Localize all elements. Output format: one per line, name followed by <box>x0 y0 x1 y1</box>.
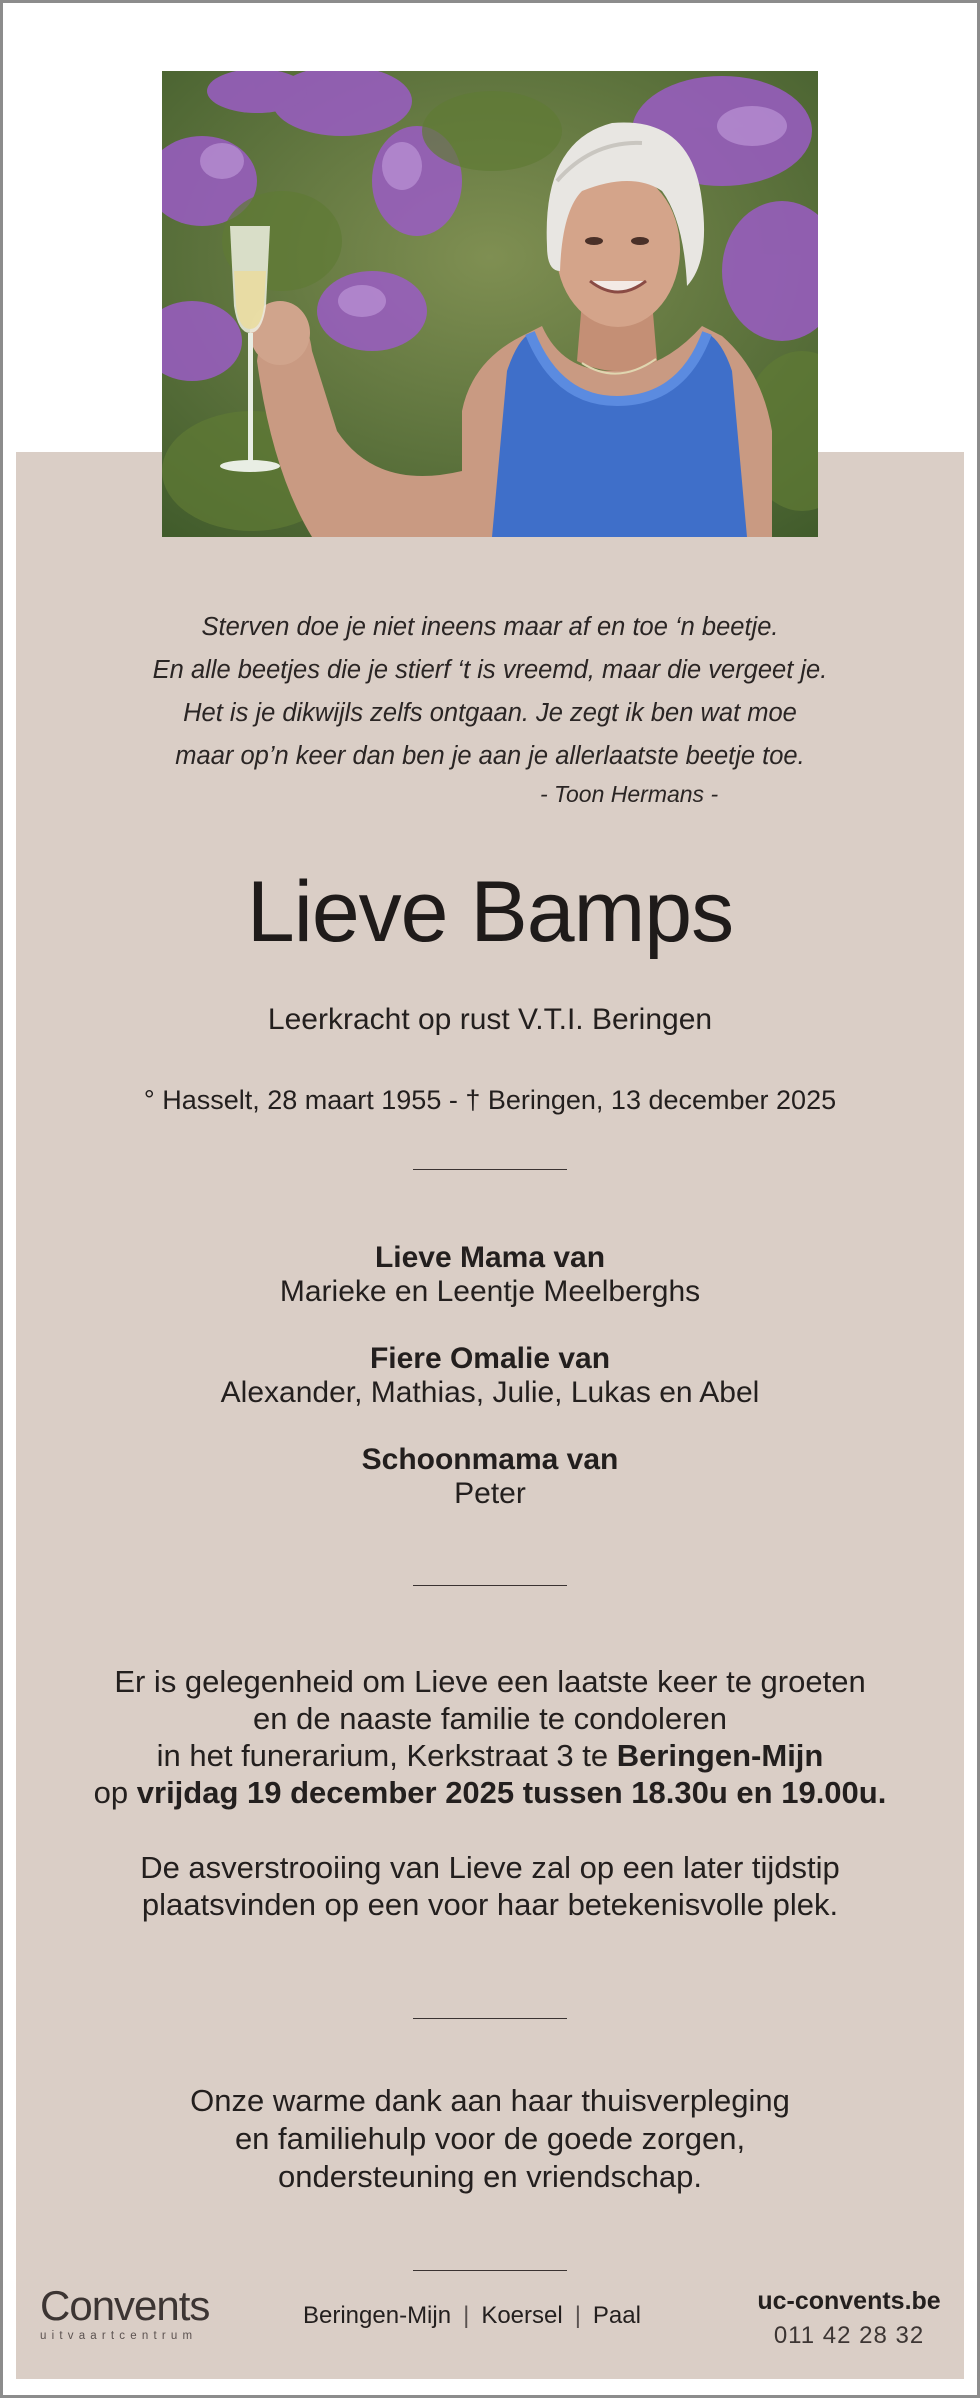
visitation-line: en de naaste familie te condoleren <box>253 1701 727 1736</box>
family-names: Peter <box>454 1477 526 1510</box>
location-item: Koersel <box>481 2302 563 2329</box>
thanks-line: en familiehulp voor de goede zorgen, <box>234 2121 746 2156</box>
portrait-photo <box>162 71 818 537</box>
thanks-line: ondersteuning en vriendschap. <box>278 2159 702 2194</box>
visitation-info <box>16 1663 964 1961</box>
poem <box>16 606 964 778</box>
logo-subtitle: uitvaartcentrum <box>40 2330 198 2342</box>
visitation-paragraph <box>16 1663 964 1811</box>
visitation-location: in het funerarium, Kerkstraat 3 te <box>156 1738 617 1773</box>
poem-line: Het is je dikwijls zelfs ontgaan. Je zegt ik ben wat moe <box>183 699 797 727</box>
footer-contact <box>740 2284 958 2354</box>
divider <box>413 1169 567 1170</box>
thanks-paragraph <box>16 2082 964 2196</box>
thanks-line: Onze warme dank aan haar thuisverpleging <box>190 2083 790 2118</box>
visitation-date-prefix: op <box>93 1775 137 1810</box>
family-heading: Fiere Omalie van <box>369 1342 611 1375</box>
visitation-line <box>16 1737 964 1774</box>
deceased-name: Lieve Bamps <box>246 864 734 960</box>
visitation-line <box>16 1774 964 1811</box>
family-heading: Schoonmama van <box>361 1443 619 1476</box>
location-item: Beringen-Mijn <box>303 2302 452 2329</box>
family-group <box>16 1443 964 1511</box>
divider <box>413 1585 567 1586</box>
family-heading: Lieve Mama van <box>374 1241 606 1274</box>
visitation-line: Er is gelegenheid om Lieve een laatste keer te groeten <box>114 1664 866 1699</box>
visitation-place: Beringen-Mijn <box>616 1738 824 1773</box>
family-group <box>16 1342 964 1410</box>
logo-wordmark: Convents <box>40 2282 210 2329</box>
family-list <box>16 1241 964 1544</box>
ashes-paragraph <box>16 1849 964 1923</box>
poem-author: - Toon Hermans - <box>540 781 719 807</box>
divider <box>413 2018 567 2019</box>
family-names: Alexander, Mathias, Julie, Lukas en Abel <box>220 1376 760 1409</box>
footer-locations <box>303 2302 641 2330</box>
poem-line: Sterven doe je niet ineens maar af en toe ‘n beetje. <box>201 613 779 641</box>
funeral-home-logo <box>40 2284 220 2342</box>
family-group <box>16 1241 964 1309</box>
birth-death-dates: ° Hasselt, 28 maart 1955 - † Beringen, 13 december 2025 <box>143 1085 837 1115</box>
separator: | <box>574 2302 581 2329</box>
poem-line: maar op’n keer dan ben je aan je allerlaatste beetje toe. <box>175 742 805 770</box>
profession: Leerkracht op rust V.T.I. Beringen <box>267 1003 713 1036</box>
family-names: Marieke en Leentje Meelberghs <box>279 1275 701 1308</box>
divider <box>413 2270 567 2271</box>
visitation-date-time: vrijdag 19 december 2025 tussen 18.30u en 19.00u. <box>136 1775 887 1810</box>
website-link[interactable]: uc-convents.be <box>757 2287 941 2315</box>
phone-number: 011 42 28 32 <box>773 2322 925 2349</box>
location-item: Paal <box>592 2302 641 2329</box>
ashes-line: De asverstrooiing van Lieve zal op een later tijdstip <box>140 1850 840 1885</box>
poem-line: En alle beetjes die je stierf ‘t is vreemd, maar die vergeet je. <box>152 656 828 684</box>
ashes-line: plaatsvinden op een voor haar betekenisvolle plek. <box>141 1887 839 1922</box>
separator: | <box>463 2302 470 2329</box>
